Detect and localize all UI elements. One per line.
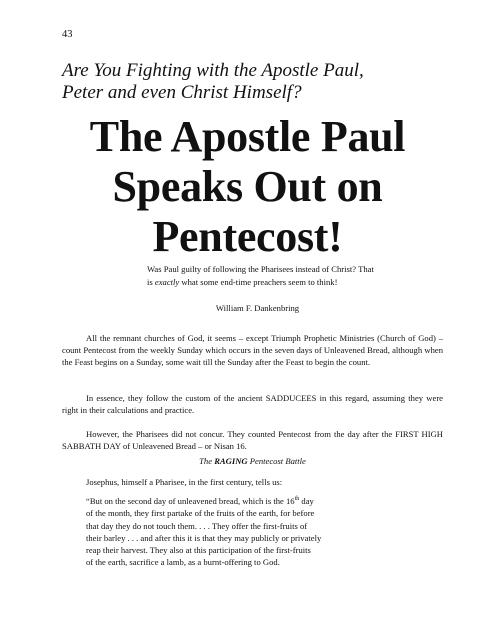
quote-line-2: of the month, they first partake of the fruits of the earth, for before [86, 508, 315, 519]
josephus-quote [86, 495, 416, 569]
quote-line-1-before: “But on the second day of unleavened bread, which is the 16 [86, 496, 295, 506]
author-byline: William F. Dankenbring [215, 303, 300, 313]
subhead-suffix: Pentecost Battle [247, 456, 306, 466]
body-paragraph-3: However, the Pharisees did not concur. They counted Pentecost from the day after the FIRST HIGH SABBATH DAY of Unleavened Bread – or Nisan 16. [62, 428, 443, 451]
quote-line-3: that day they do not touch them. . . . They offer the first-fruits of [86, 520, 308, 531]
deck-text-before: Was Paul guilty of following the Pharisees instead of Christ? That is [147, 264, 374, 287]
quote-line-1 [86, 495, 416, 507]
quote-line-5: reap their harvest. They also at this participation of the first-fruits [86, 545, 311, 556]
quote-intro: Josephus, himself a Pharisee, in the first century, tells us: [86, 477, 283, 487]
subhead-prefix: The [199, 456, 215, 466]
quote-line-4: their barley . . . and after this it is that they may publicly or privately [86, 532, 322, 543]
article-title [40, 112, 455, 262]
quote-line-6: of the earth, sacrifice a lamb, as a burnt-offering to God. [86, 557, 280, 568]
deck-text-after: what some end-time preachers seem to think! [179, 276, 338, 287]
title-line-3: Pentecost! [152, 212, 343, 261]
body-paragraph-2: In essence, they follow the custom of the ancient SADDUCEES in this regard, assuming they were right in their calculations and practice. [62, 392, 443, 415]
section-subheading [0, 456, 495, 466]
subhead-bold: RAGING [214, 456, 248, 466]
kicker-line-1: Are You Fighting with the Apostle Paul, [62, 60, 364, 81]
deck-emphasis: exactly [154, 276, 180, 287]
title-line-2: Speaks Out on [112, 162, 383, 211]
page-number: 43 [62, 29, 73, 40]
deck-summary [147, 263, 379, 288]
kicker-question [62, 60, 462, 104]
kicker-line-2: Peter and even Christ Himself? [62, 82, 302, 103]
title-line-1: The Apostle Paul [89, 112, 406, 161]
body-paragraph-1: All the remnant churches of God, it seems – except Triumph Prophetic Ministries (Church of God) – count Pentecost from the weekly Sunday which occurs in the seven days of Unleavened Bread, although when the Feast begins on a Sunday, some wait till the Sunday after the Feast to begin the count. [62, 332, 443, 368]
quote-line-1-after: day [299, 496, 314, 506]
quote-ordinal-suffix: th [294, 496, 300, 503]
